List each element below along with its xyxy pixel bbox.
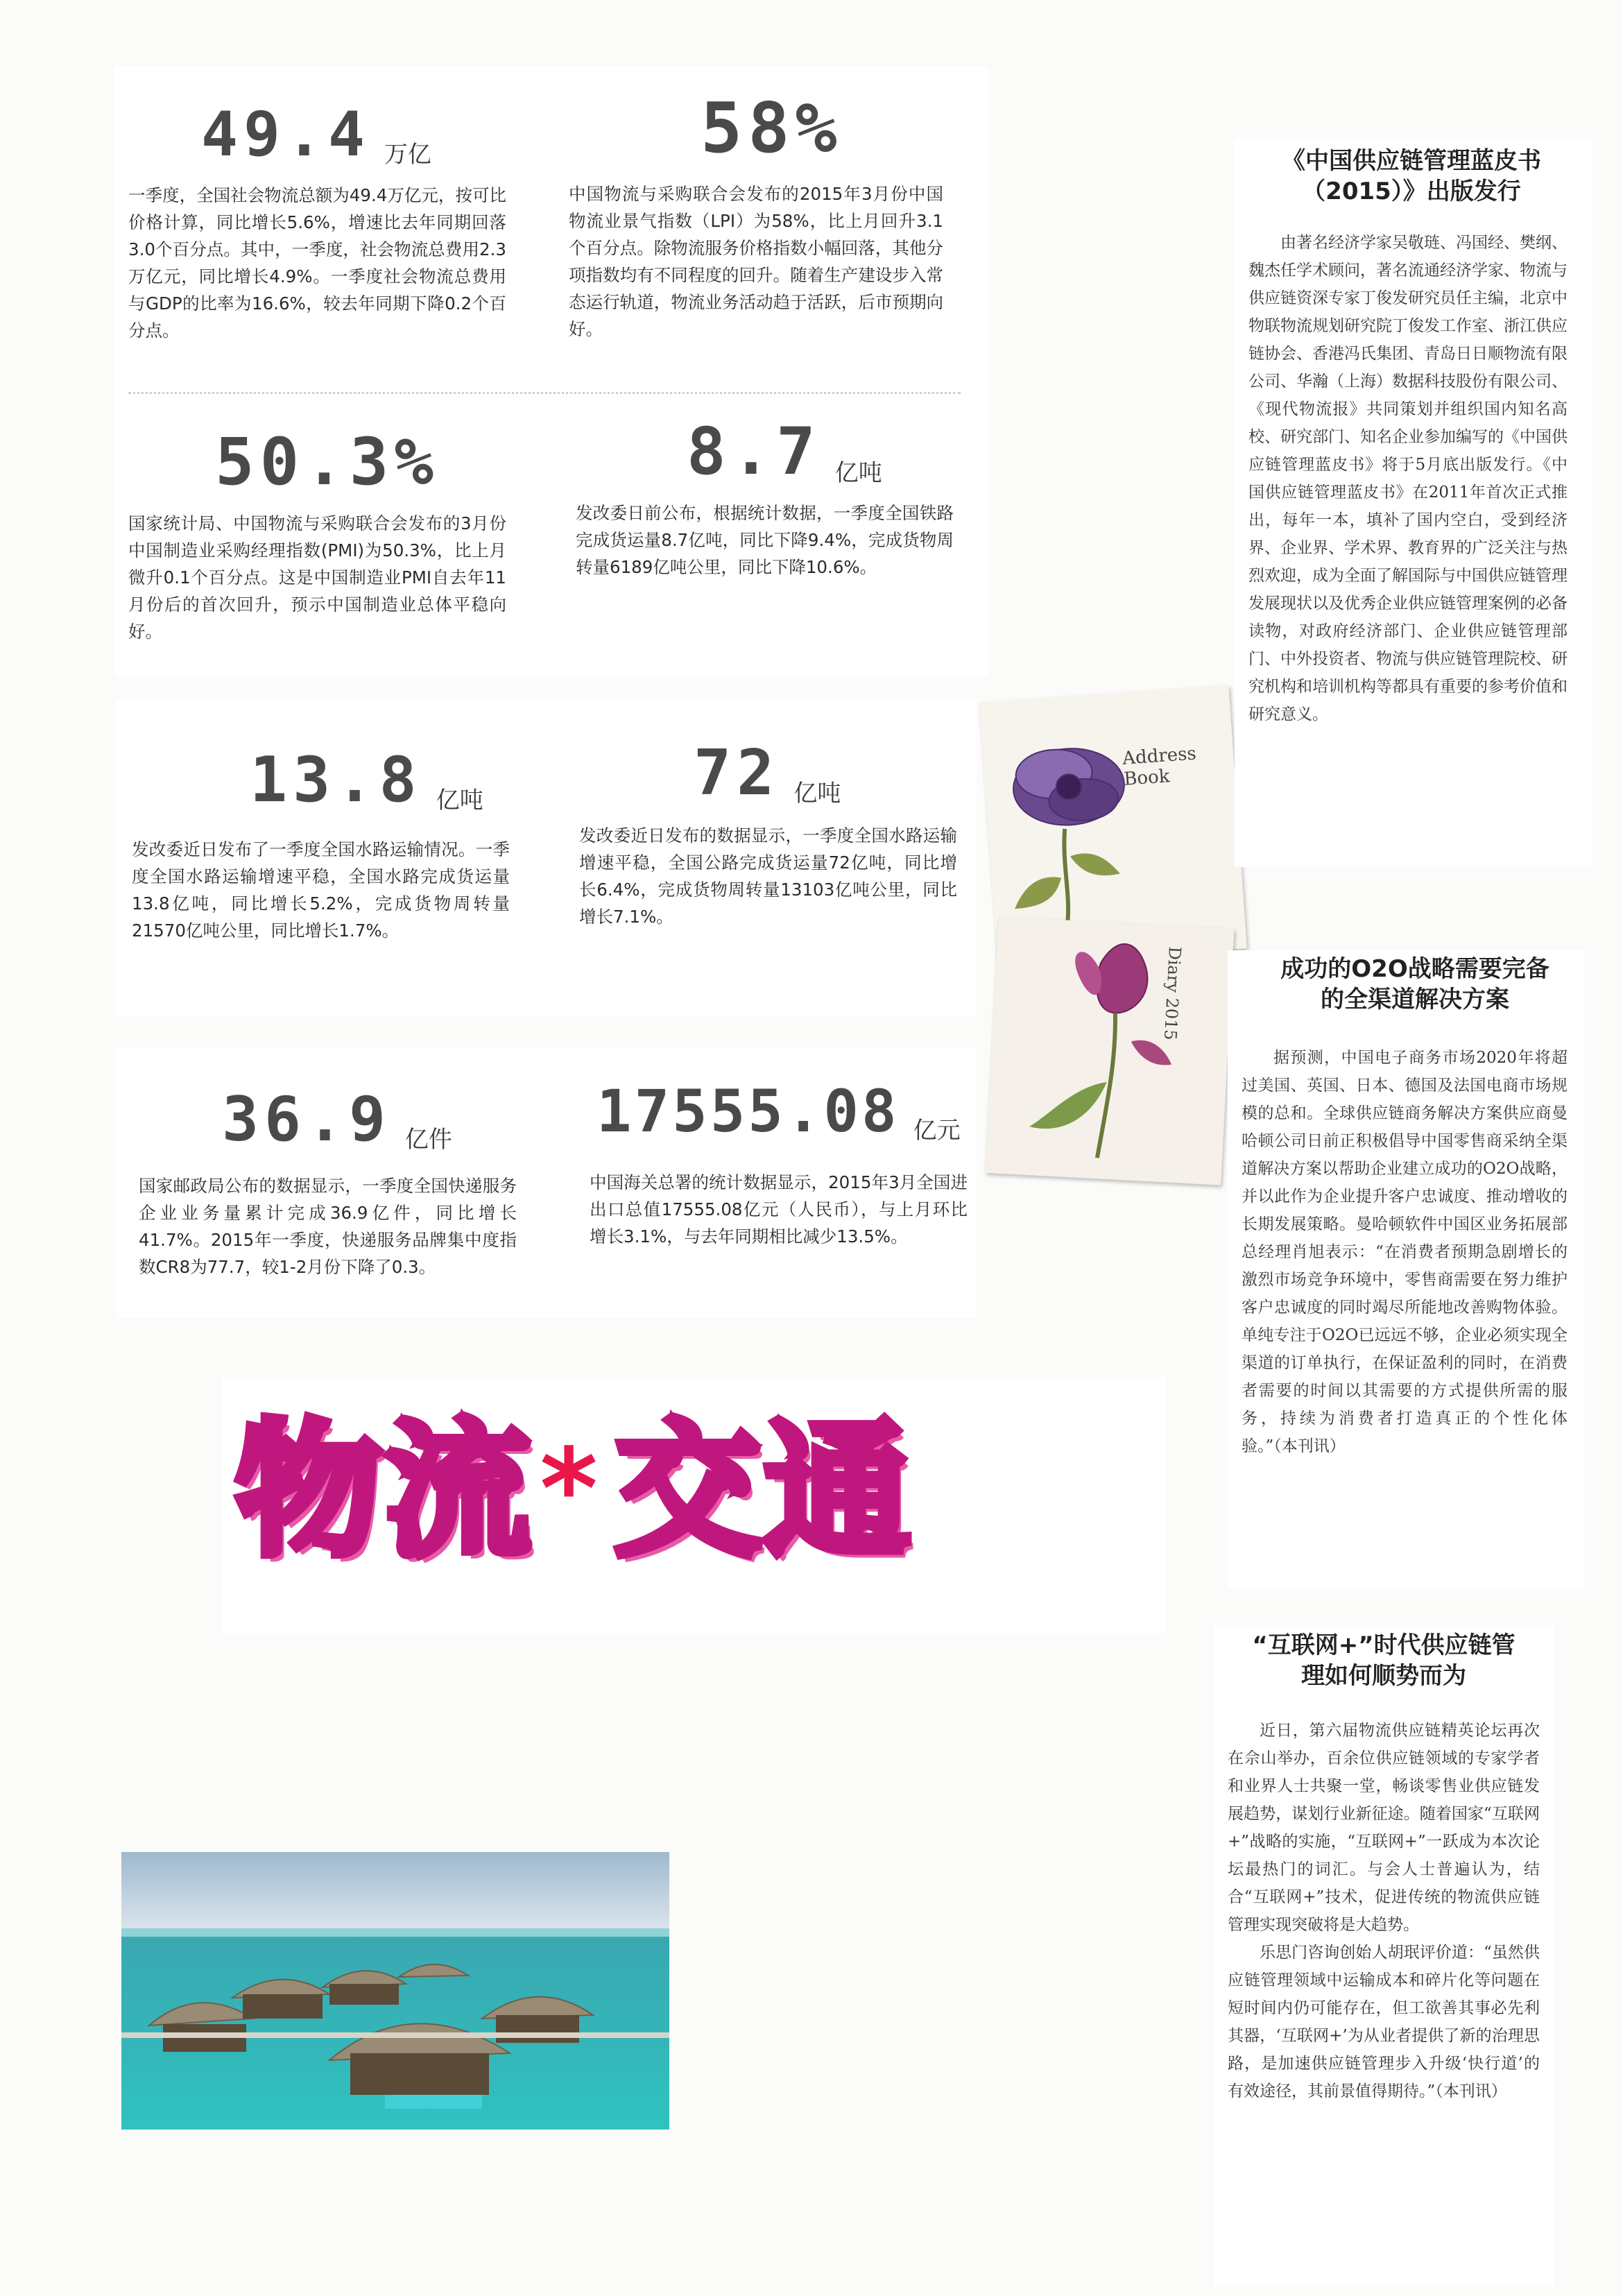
stat-description: 发改委近日发布了一季度全国水路运输情况。一季度全国水路运输增速平稳，全国水路完成货运量13.8亿吨，同比增长5.2%，完成货物周转量21570亿吨公里，同比增长1.7%。: [132, 839, 510, 941]
stat-description: 一季度，全国社会物流总额为49.4万亿元，按可比价格计算，同比增长5.6%，增速比去年同期回落3.0个百分点。其中，一季度，社会物流总费用2.3万亿元，同比增长4.9%。一季度社会物流总费用与GDP的比率为16.6%，较去年同期下降0.2个百分点。: [128, 185, 506, 341]
diary-title: Diary 2015: [1160, 945, 1185, 1041]
banner-char: 物: [236, 1406, 382, 1576]
magnolia-flower-illustration: [986, 916, 1235, 1185]
stat-lpi: [701, 87, 843, 169]
article-body: [1228, 1717, 1540, 2105]
stat-logistics-total: [201, 98, 431, 170]
stat-unit: 亿吨: [436, 787, 483, 814]
stat-description: 国家邮政局公布的数据显示，一季度全国快递服务企业业务量累计完成36.9亿件，同比增长41.7%。2015年一季度，快递服务品牌集中度指数CR8为77.7，较1-2月份下降了0.3。: [139, 1176, 517, 1277]
divider: [128, 392, 961, 394]
article-title: 成功的O2O战略需要完备的全渠道解决方案: [1280, 955, 1549, 1013]
stat-value: 36.9: [222, 1083, 391, 1155]
banner-char: 交: [615, 1406, 761, 1576]
stat-value: 72: [694, 737, 780, 809]
stat-description: 发改委近日发布的数据显示，一季度全国水路运输增速平稳，全国公路完成货运量72亿吨，同比增长6.4%，完成货物周转量13103亿吨公里，同比增长7.1%。: [579, 825, 957, 927]
stat-value: 8.7: [687, 414, 821, 490]
diary-cover-image: [986, 916, 1235, 1185]
article-body: [1248, 229, 1568, 728]
stat-unit: 亿件: [404, 1126, 452, 1154]
overwater-villas-photo: [121, 1852, 669, 2130]
banner-logistics-transport: [222, 1377, 1165, 1634]
article-paragraph: 据预测，中国电子商务市场2020年将超过美国、英国、日本、德国及法国电商市场规模的总和。全球供应链商务解决方案供应商曼哈顿公司日前正积极倡导中国零售商采纳全渠道解决方案以帮助企业建立成功的O2O战略，并以此作为企业提升客户忠诚度、推动增收的长期发展策略。曼哈顿软件中国区业务拓展部总经理肖旭表示：“在消费者预期急剧增长的激烈市场竞争环境中，零售商需要在努力维护客户忠诚度的同时竭尽所能地改善购物体验。单纯专注于O2O已远远不够，企业必须实现全渠道的订单执行，在保证盈利的同时，在消费者需要的时间以其需要的方式提供所需的服务，持续为消费者打造真正的个性化体验。”（本刊讯）: [1242, 1049, 1568, 1455]
stat-rail-freight: [687, 414, 882, 490]
article-title: “互联网+”时代供应链管理如何顺势而为: [1252, 1631, 1515, 1690]
book-title: Address Book: [1122, 743, 1197, 790]
banner-asterisk: *: [540, 1424, 598, 1554]
stat-value: 50.3%: [215, 425, 439, 500]
stat-description: 中国海关总署的统计数据显示，2015年3月全国进出口总值17555.08亿元（人民币），与上月环比增长3.1%，与去年同期相比减少13.5%。: [590, 1172, 968, 1246]
stat-value: 49.4: [201, 98, 370, 170]
banner-char: 通: [764, 1406, 911, 1576]
resort-photo: [121, 1852, 669, 2130]
stat-value: 58%: [701, 87, 843, 169]
stat-pmi: [215, 425, 439, 500]
article-body: [1242, 1044, 1568, 1460]
article-paragraph: 近日，第六届物流供应链精英论坛再次在佘山举办，百余位供应链领域的专家学者和业界人士共聚一堂，畅谈零售业供应链发展趋势，谋划行业新征途。随着国家“互联网+”战略的实施，“互联网+”一跃成为本次论坛最热门的词汇。与会人士普遍认为，结合“互联网+”技术，促进传统的物流供应链管理实现突破将是大趋势。: [1228, 1722, 1540, 1934]
article-title: 《中国供应链管理蓝皮书（2015）》出版发行: [1282, 147, 1541, 205]
article-paragraph: 乐思门咨询创始人胡珉评价道：“虽然供应链管理领域中运输成本和碎片化等问题在短时间内仍可能存在，但工欲善其事必先利其器，‘互联网+’为从业者提供了新的治理思路，是加速供应链管理步入升级‘快行道’的有效途径，其前景值得期待。”（本刊讯）: [1228, 1944, 1540, 2100]
stat-value: 13.8: [250, 744, 422, 816]
stat-value: 17555.08: [596, 1077, 900, 1145]
stat-waterway-freight: [250, 744, 483, 816]
stat-unit: 亿吨: [793, 780, 841, 807]
stat-unit: 亿元: [913, 1117, 961, 1145]
stat-unit: 亿吨: [834, 459, 882, 487]
stat-road-freight: [694, 737, 841, 809]
stat-description: 国家统计局、中国物流与采购联合会发布的3月份中国制造业采购经理指数(PMI)为50.3%，比上月微升0.1个百分点。这是中国制造业PMI自去年11月份后的首次回升，预示中国制造业总体平稳向好。: [128, 513, 506, 642]
stat-unit: 万亿: [384, 141, 431, 169]
article-paragraph: 由著名经济学家吴敬琏、冯国经、樊纲、魏杰任学术顾问，著名流通经济学家、物流与供应链资深专家丁俊发研究员任主编，北京中物联物流规划研究院丁俊发工作室、浙江供应链协会、香港冯氏集团、青岛日日顺物流有限公司、华瀚（上海）数据科技股份有限公司、《现代物流报》共同策划并组织国内知名高校、研究部门、知名企业参加编写的《中国供应链管理蓝皮书》将于5月底出版发行。《中国供应链管理蓝皮书》在2011年首次正式推出，每年一本，填补了国内空白，受到经济界、企业界、学术界、教育界的广泛关注与热烈欢迎，成为全面了解国际与中国供应链管理发展现状以及优秀企业供应链管理案例的必备读物，对政府经济部门、企业供应链管理部门、中外投资者、物流与供应链管理院校、研究机构和培训机构等都具有重要的参考价值和研究意义。: [1248, 234, 1568, 723]
stat-description: 发改委日前公布，根据统计数据，一季度全国铁路完成货运量8.7亿吨，同比下降9.4%，完成货物周转量6189亿吨公里，同比下降10.6%。: [576, 503, 954, 577]
stat-description: 中国物流与采购联合会发布的2015年3月份中国物流业景气指数（LPI）为58%，比上月回升3.1个百分点。除物流服务价格指数小幅回落，其他分项指数均有不同程度的回升。随着生产建设步入常态运行轨道，物流业务活动趋于活跃，后市预期向好。: [569, 184, 943, 339]
stat-express-delivery: [222, 1083, 452, 1155]
banner-char: 流: [385, 1406, 531, 1576]
stat-import-export: [596, 1077, 961, 1145]
